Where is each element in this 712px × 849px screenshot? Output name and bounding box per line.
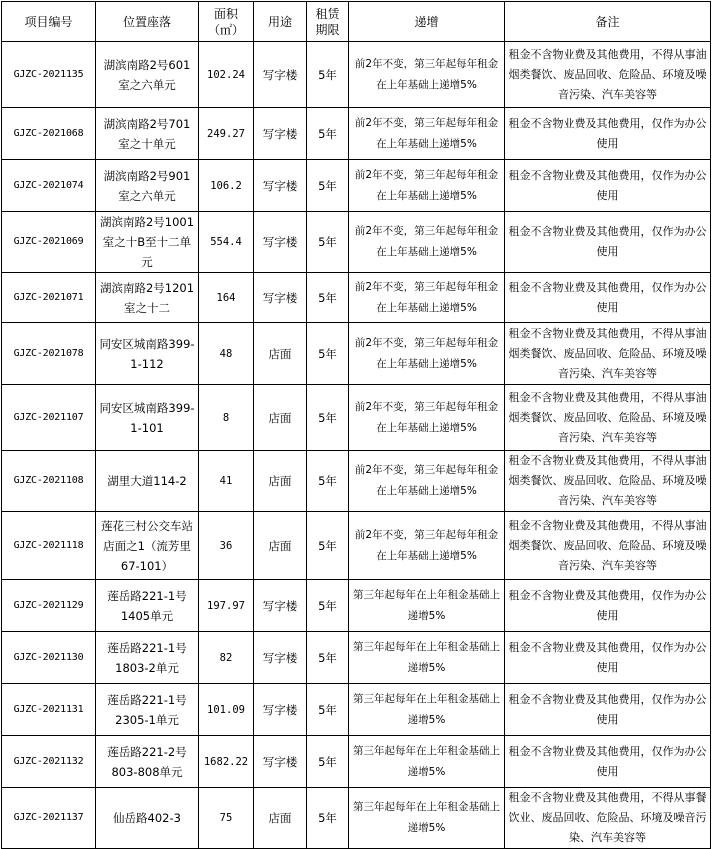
cell-id: GJZC-2021078 xyxy=(2,323,96,385)
header-increase: 递增 xyxy=(349,2,505,42)
cell-increase: 第三年起每年在上年租金基础上递增5% xyxy=(349,632,505,684)
cell-note: 租金不含物业费及其他费用，仅作为办公使用 xyxy=(505,736,711,788)
cell-increase: 前2年不变，第三年起每年租金在上年基础上递增5% xyxy=(349,160,505,212)
cell-location: 莲岳路221-1号2305-1单元 xyxy=(96,684,199,736)
cell-area: 102.24 xyxy=(199,42,254,108)
cell-use: 写字楼 xyxy=(254,632,307,684)
cell-increase: 前2年不变，第三年起每年租金在上年基础上递增5% xyxy=(349,385,505,451)
cell-id: GJZC-2021074 xyxy=(2,160,96,212)
cell-term: 5年 xyxy=(307,451,349,512)
cell-note: 租金不含物业费及其他费用，不得从事油烟类餐饮、废品回收、危险品、环境及噪音污染、汽车美容等 xyxy=(505,512,711,580)
cell-area: 1682.22 xyxy=(199,736,254,788)
table-row xyxy=(2,632,711,684)
cell-increase: 前2年不变，第三年起每年租金在上年基础上递增5% xyxy=(349,512,505,580)
lease-table xyxy=(1,1,711,849)
table-row xyxy=(2,42,711,108)
table-row xyxy=(2,385,711,451)
cell-increase: 前2年不变，第三年起每年租金在上年基础上递增5% xyxy=(349,42,505,108)
cell-location: 莲花三村公交车站店面之1（流芳里67-101） xyxy=(96,512,199,580)
cell-area: 106.2 xyxy=(199,160,254,212)
cell-increase: 前2年不变，第三年起每年租金在上年基础上递增5% xyxy=(349,273,505,323)
cell-use: 店面 xyxy=(254,512,307,580)
cell-term: 5年 xyxy=(307,512,349,580)
cell-term: 5年 xyxy=(307,323,349,385)
header-row xyxy=(2,2,711,42)
cell-term: 5年 xyxy=(307,212,349,273)
cell-note: 租金不含物业费及其他费用，不得从事油烟类餐饮、废品回收、危险品、环境及噪音污染、汽车美容等 xyxy=(505,385,711,451)
cell-id: GJZC-2021118 xyxy=(2,512,96,580)
cell-area: 8 xyxy=(199,385,254,451)
cell-use: 写字楼 xyxy=(254,273,307,323)
header-area xyxy=(199,2,254,42)
cell-use: 店面 xyxy=(254,788,307,849)
cell-location: 湖滨南路2号701室之十单元 xyxy=(96,108,199,160)
cell-id: GJZC-2021131 xyxy=(2,684,96,736)
cell-location: 湖滨南路2号1201室之十二 xyxy=(96,273,199,323)
cell-area: 41 xyxy=(199,451,254,512)
cell-area: 75 xyxy=(199,788,254,849)
header-id: 项目编号 xyxy=(2,2,96,42)
cell-increase: 前2年不变，第三年起每年租金在上年基础上递增5% xyxy=(349,451,505,512)
cell-term: 5年 xyxy=(307,108,349,160)
cell-term: 5年 xyxy=(307,684,349,736)
cell-id: GJZC-2021108 xyxy=(2,451,96,512)
cell-location: 湖里大道114-2 xyxy=(96,451,199,512)
cell-increase: 前2年不变，第三年起每年租金在上年基础上递增5% xyxy=(349,108,505,160)
cell-note: 租金不含物业费及其他费用，不得从事油烟类餐饮、废品回收、危险品、环境及噪音污染、汽车美容等 xyxy=(505,42,711,108)
cell-increase: 第三年起每年在上年租金基础上递增5% xyxy=(349,684,505,736)
cell-id: GJZC-2021069 xyxy=(2,212,96,273)
cell-id: GJZC-2021130 xyxy=(2,632,96,684)
cell-use: 写字楼 xyxy=(254,736,307,788)
cell-term: 5年 xyxy=(307,42,349,108)
cell-use: 写字楼 xyxy=(254,684,307,736)
table-row xyxy=(2,736,711,788)
cell-term: 5年 xyxy=(307,160,349,212)
cell-increase: 第三年起每年在上年租金基础上递增5% xyxy=(349,736,505,788)
header-use: 用途 xyxy=(254,2,307,42)
cell-area: 164 xyxy=(199,273,254,323)
cell-id: GJZC-2021068 xyxy=(2,108,96,160)
cell-location: 湖滨南路2号1001室之十B至十二单元 xyxy=(96,212,199,273)
cell-id: GJZC-2021137 xyxy=(2,788,96,849)
cell-area: 101.09 xyxy=(199,684,254,736)
cell-use: 店面 xyxy=(254,385,307,451)
cell-increase: 前2年不变，第三年起每年租金在上年基础上递增5% xyxy=(349,323,505,385)
table-row xyxy=(2,273,711,323)
cell-area: 554.4 xyxy=(199,212,254,273)
page xyxy=(0,1,712,844)
cell-term: 5年 xyxy=(307,788,349,849)
cell-use: 写字楼 xyxy=(254,108,307,160)
header-area-label: 面积 xyxy=(213,6,238,21)
cell-location: 同安区城南路399-1-112 xyxy=(96,323,199,385)
table-row xyxy=(2,323,711,385)
cell-use: 写字楼 xyxy=(254,580,307,632)
table-row xyxy=(2,512,711,580)
cell-id: GJZC-2021132 xyxy=(2,736,96,788)
table-row xyxy=(2,212,711,273)
cell-use: 写字楼 xyxy=(254,160,307,212)
cell-area: 82 xyxy=(199,632,254,684)
cell-area: 249.27 xyxy=(199,108,254,160)
cell-id: GJZC-2021107 xyxy=(2,385,96,451)
table-row xyxy=(2,108,711,160)
cell-use: 店面 xyxy=(254,451,307,512)
cell-note: 租金不含物业费及其他费用，仅作为办公使用 xyxy=(505,212,711,273)
cell-note: 租金不含物业费及其他费用，仅作为办公使用 xyxy=(505,580,711,632)
table-row xyxy=(2,684,711,736)
cell-term: 5年 xyxy=(307,273,349,323)
cell-area: 36 xyxy=(199,512,254,580)
cell-area: 197.97 xyxy=(199,580,254,632)
cell-term: 5年 xyxy=(307,632,349,684)
cell-location: 莲岳路221-2号803-808单元 xyxy=(96,736,199,788)
cell-area: 48 xyxy=(199,323,254,385)
cell-increase: 第三年起每年在上年租金基础上递增5% xyxy=(349,788,505,849)
cell-term: 5年 xyxy=(307,736,349,788)
header-note: 备注 xyxy=(505,2,711,42)
table-row xyxy=(2,788,711,849)
cell-increase: 前2年不变，第三年起每年租金在上年基础上递增5% xyxy=(349,212,505,273)
cell-note: 租金不含物业费及其他费用，不得从事餐饮业、废品回收、危险品、环境及噪音污染、汽车美容等 xyxy=(505,788,711,849)
header-term: 租赁期限 xyxy=(307,2,349,42)
cell-note: 租金不含物业费及其他费用，不得从事油烟类餐饮、废品回收、危险品、环境及噪音污染、汽车美容等 xyxy=(505,451,711,512)
cell-note: 租金不含物业费及其他费用，仅作为办公使用 xyxy=(505,684,711,736)
cell-location: 湖滨南路2号601室之六单元 xyxy=(96,42,199,108)
table-row xyxy=(2,451,711,512)
cell-location: 同安区城南路399-1-101 xyxy=(96,385,199,451)
cell-location: 湖滨南路2号901室之六单元 xyxy=(96,160,199,212)
cell-note: 租金不含物业费及其他费用，仅作为办公使用 xyxy=(505,160,711,212)
cell-increase: 第三年起每年在上年租金基础上递增5% xyxy=(349,580,505,632)
cell-note: 租金不含物业费及其他费用，不得从事油烟类餐饮、废品回收、危险品、环境及噪音污染、汽车美容等 xyxy=(505,323,711,385)
table-row xyxy=(2,160,711,212)
table-row xyxy=(2,580,711,632)
cell-use: 写字楼 xyxy=(254,42,307,108)
cell-id: GJZC-2021071 xyxy=(2,273,96,323)
header-location: 位置座落 xyxy=(96,2,199,42)
cell-use: 店面 xyxy=(254,323,307,385)
cell-note: 租金不含物业费及其他费用，仅作为办公使用 xyxy=(505,108,711,160)
cell-location: 仙岳路402-3 xyxy=(96,788,199,849)
cell-term: 5年 xyxy=(307,385,349,451)
header-area-unit: （㎡） xyxy=(207,22,244,37)
cell-id: GJZC-2021129 xyxy=(2,580,96,632)
cell-use: 写字楼 xyxy=(254,212,307,273)
cell-location: 莲岳路221-1号1405单元 xyxy=(96,580,199,632)
cell-term: 5年 xyxy=(307,580,349,632)
cell-location: 莲岳路221-1号1803-2单元 xyxy=(96,632,199,684)
cell-id: GJZC-2021135 xyxy=(2,42,96,108)
cell-note: 租金不含物业费及其他费用，仅作为办公使用 xyxy=(505,632,711,684)
cell-note: 租金不含物业费及其他费用，仅作为办公使用 xyxy=(505,273,711,323)
